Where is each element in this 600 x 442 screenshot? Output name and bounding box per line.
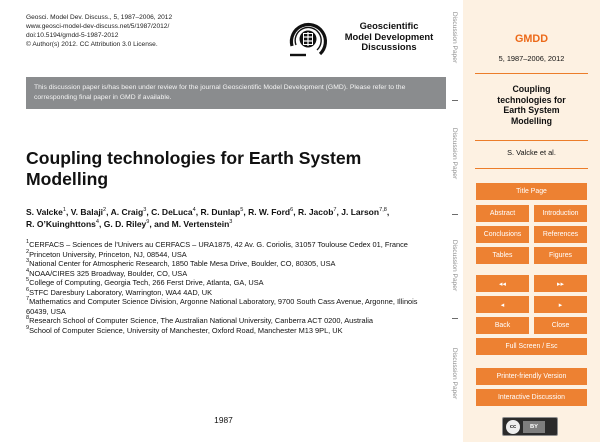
affiliation: $^9$School of Computer Science, University of Manchester, Oxford Road, Manchester M13 9PL, UK <box>26 324 343 335</box>
cc-by-icon: BY <box>523 421 545 433</box>
author-name: R. Dunlap$^5$, <box>200 207 246 217</box>
affiliation-list <box>26 240 426 335</box>
panel-divider <box>475 168 588 169</box>
references-button[interactable]: References <box>534 226 587 243</box>
cc-license-badge[interactable] <box>502 417 558 436</box>
printer-friendly-button[interactable]: Printer-friendly Version <box>476 368 587 385</box>
author-list <box>26 206 446 231</box>
stripe-separator <box>452 214 458 215</box>
logo-text <box>334 21 444 53</box>
citation-line: Geosci. Model Dev. Discuss., 5, 1987–2006, 2012 <box>26 14 173 21</box>
cc-icon: cc <box>506 420 520 434</box>
author-name: A. Craig$^3$, <box>110 207 149 217</box>
short-title-line: Coupling <box>512 84 551 94</box>
interactive-discussion-button[interactable]: Interactive Discussion <box>476 389 587 406</box>
tables-button[interactable]: Tables <box>476 247 529 264</box>
stripe-label: Discussion Paper <box>451 347 459 399</box>
previous-page-button[interactable] <box>476 296 529 313</box>
review-notice: This discussion paper is/has been under review for the journal Geoscientific Model Development (GMD). Please refer to the corresponding final paper in GMD if available. <box>26 77 446 109</box>
navigation-panel <box>463 0 600 442</box>
affiliation: $^4$NOAA/CIRES 325 Broadway, Boulder, CO, USA <box>26 267 188 278</box>
citation-doi[interactable]: doi:10.5194/gmdd-5-1987-2012 <box>26 31 119 39</box>
stripe-separator <box>452 318 458 319</box>
affiliation: $^8$Research School of Computer Science, The Australian National University, Canberra ACT 0200, Australia <box>26 315 373 325</box>
last-page-icon: ▸▸ <box>557 280 564 288</box>
author-name: C. DeLuca$^4$, <box>151 207 199 217</box>
panel-divider <box>475 140 588 141</box>
volume-info: 5, 1987–2006, 2012 <box>498 54 565 63</box>
author-name: R. O’Kuinghttons$^4$, <box>26 219 102 230</box>
stripe-label: Discussion Paper <box>451 11 459 63</box>
title-page-button[interactable]: Title Page <box>476 183 587 200</box>
author-name: and M. Vertenstein$^3$ <box>154 219 233 230</box>
citation-block <box>26 14 172 50</box>
affiliation: $^5$College of Computing, Georgia Tech, 266 Ferst Drive, Atlanta, GA, USA <box>26 277 264 287</box>
first-page-button[interactable] <box>476 275 529 292</box>
back-button[interactable]: Back <box>476 317 529 334</box>
abstract-button[interactable]: Abstract <box>476 205 529 222</box>
stripe-label: Discussion Paper <box>451 127 459 179</box>
journal-abbrev: GMDD <box>515 33 548 45</box>
close-button[interactable]: Close <box>534 317 587 334</box>
next-page-button[interactable] <box>534 296 587 313</box>
affiliation: $^1$CERFACS – Sciences de l’Univers au CERFACS – URA1875, 42 Av. G. Coriolis, 31057 Toulouse Cedex 01, France <box>26 239 408 249</box>
citation-url[interactable]: www.geosci-model-dev-discuss.net/5/1987/2012/ <box>26 22 170 30</box>
paper-title: Coupling technologies for Earth System Modelling <box>26 148 362 189</box>
author-name: V. Balaji$^2$, <box>70 207 109 217</box>
journal-logo <box>286 19 446 61</box>
next-page-icon: ▸ <box>558 301 563 309</box>
author-name: S. Valcke$^1$, <box>26 207 69 217</box>
short-title <box>463 84 600 126</box>
previous-page-icon: ◂ <box>500 301 505 309</box>
author-name: J. Larson$^{7,8}$, <box>341 207 390 217</box>
affiliation: $^7$Mathematics and Computer Science Division, Argonne National Laboratory, 9700 South Cass Avenue, Argonne, Illinois 60439, USA <box>26 296 418 316</box>
author-name: G. D. Riley$^9$, <box>103 219 152 230</box>
full-screen-button[interactable]: Full Screen / Esc <box>476 338 587 355</box>
last-page-button[interactable] <box>534 275 587 292</box>
logo-text-line: Discussions <box>361 41 417 53</box>
author-name: R. W. Ford$^6$, <box>248 207 296 217</box>
gmd-logo-icon <box>286 19 330 61</box>
figures-button[interactable]: Figures <box>534 247 587 264</box>
short-title-line: Modelling <box>510 115 553 126</box>
stripe-label: Discussion Paper <box>451 239 459 291</box>
panel-divider <box>475 73 588 74</box>
citation-license: © Author(s) 2012. CC Attribution 3.0 License. <box>26 40 158 48</box>
logo-text-line: Model Development <box>344 30 434 42</box>
short-title-line: Earth System <box>503 105 560 116</box>
short-title-line: technologies for <box>497 94 566 105</box>
affiliation: $^3$National Center for Atmospheric Research, 1850 Table Mesa Drive, Boulder, CO, 80305, USA <box>26 258 336 268</box>
conclusions-button[interactable]: Conclusions <box>476 226 529 243</box>
short-authors: S. Valcke et al. <box>507 148 556 157</box>
affiliation: $^6$STFC Daresbury Laboratory, Warrington, WA4 4AD, UK <box>26 286 213 297</box>
first-page-icon: ◂◂ <box>499 280 506 288</box>
author-name: R. Jacob$^7$, <box>297 207 339 217</box>
discussion-paper-stripe <box>447 0 463 442</box>
page-number: 1987 <box>214 415 233 425</box>
introduction-button[interactable]: Introduction <box>534 205 587 222</box>
logo-text-line: Geoscientific <box>359 20 419 31</box>
stripe-separator <box>452 100 458 101</box>
affiliation: $^2$Princeton University, Princeton, NJ, 08544, USA <box>26 248 187 259</box>
